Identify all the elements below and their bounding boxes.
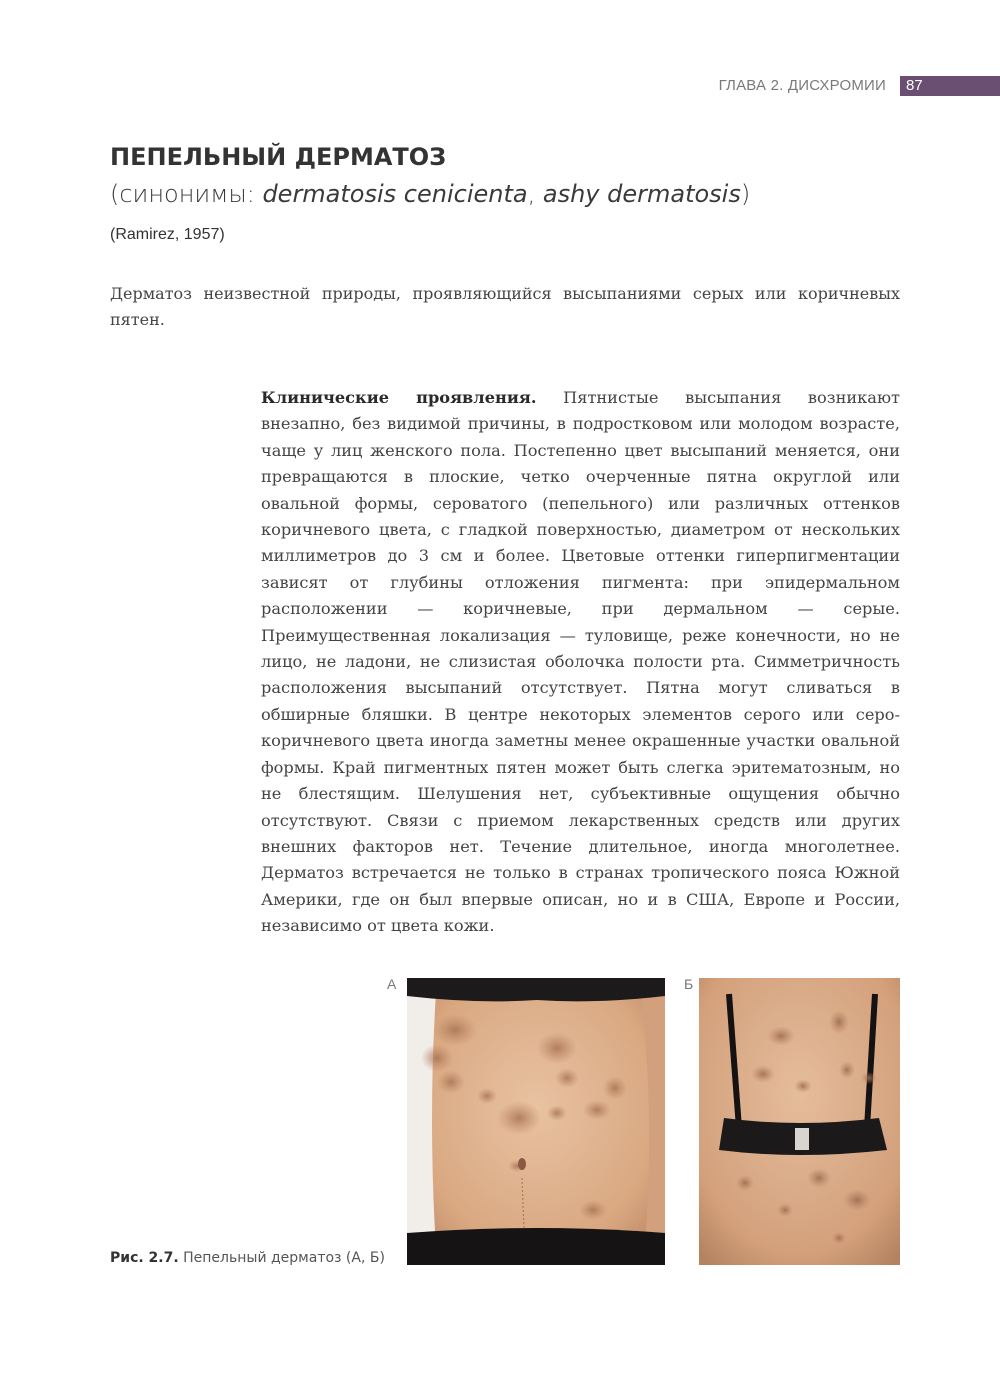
clinical-text: Пятнистые высыпания возникают внезапно, без видимой причины, в подростковом или молодом возрасте, чаще у лиц женского пола. Постепенно цвет высыпаний меняется, они превращаются в плоские, четко очерченные пятна округлой или овальной формы, сероватого (пепельного) или различных оттенков коричневого цвета, с гладкой поверхностью, диаметром от нескольких миллиметров до 3 см и более. Цветовые оттенки гиперпигментации зависят от глубины отложения пигмента: при эпидермальном расположении — коричневые, при дермальном — серые. Преимущественная локализация — туловище, реже конечности, но не лицо, не ладони, не слизистая оболочка полости рта. Симметричность расположения высыпаний отсутствует. Пятна могут сливаться в обширные бляшки. В центре некоторых элементов серого или серо-коричневого цвета иногда заметны менее окрашенные участки овальной формы. Край пигментных пятен может быть слегка эритематозным, но не блестящим. Шелушения нет, субъективные ощущения обычно отсутствуют. Связи с приемом лекарственных средств или других внешних факторов нет. Течение длительное, иногда многолетнее. Дерматоз встречается не только в странах тропического пояса Южной Америки, где он был впервые описан, но и в США, Европе и России, независимо от цвета кожи. bbox=[261, 388, 900, 936]
synonyms-open: (синонимы: bbox=[110, 180, 263, 208]
intro-paragraph: Дерматоз неизвестной природы, проявляющийся высыпаниями серых или коричневых пятен. bbox=[110, 284, 900, 329]
synonyms bbox=[110, 180, 750, 208]
synonym-2: ashy dermatosis bbox=[542, 180, 741, 208]
photo-abdomen-image bbox=[407, 978, 665, 1265]
running-head bbox=[0, 76, 1000, 96]
chapter-title: ГЛАВА 2. ДИСХРОМИИ bbox=[718, 77, 886, 94]
photo-abdomen bbox=[407, 978, 665, 1265]
figure-label-a: А bbox=[387, 976, 397, 992]
page-number: 87 bbox=[906, 77, 923, 94]
synonyms-separator: , bbox=[527, 180, 543, 208]
author-citation: (Ramirez, 1957) bbox=[110, 226, 225, 243]
photo-back bbox=[699, 978, 900, 1265]
photo-back-image bbox=[699, 978, 900, 1265]
figure-caption-text: Пепельный дерматоз (А, Б) bbox=[178, 1250, 385, 1266]
figure-caption-label: Рис. 2.7. bbox=[110, 1250, 179, 1266]
figure-caption bbox=[110, 1250, 385, 1266]
figure-label-b: Б bbox=[684, 976, 694, 992]
clinical-label: Клинические проявления. bbox=[261, 388, 537, 407]
article-title: ПЕПЕЛЬНЫЙ ДЕРМАТОЗ bbox=[110, 143, 447, 171]
clinical-paragraph bbox=[261, 385, 900, 940]
synonym-1: dermatosis cenicienta bbox=[262, 180, 528, 208]
synonyms-close: ) bbox=[740, 180, 751, 208]
